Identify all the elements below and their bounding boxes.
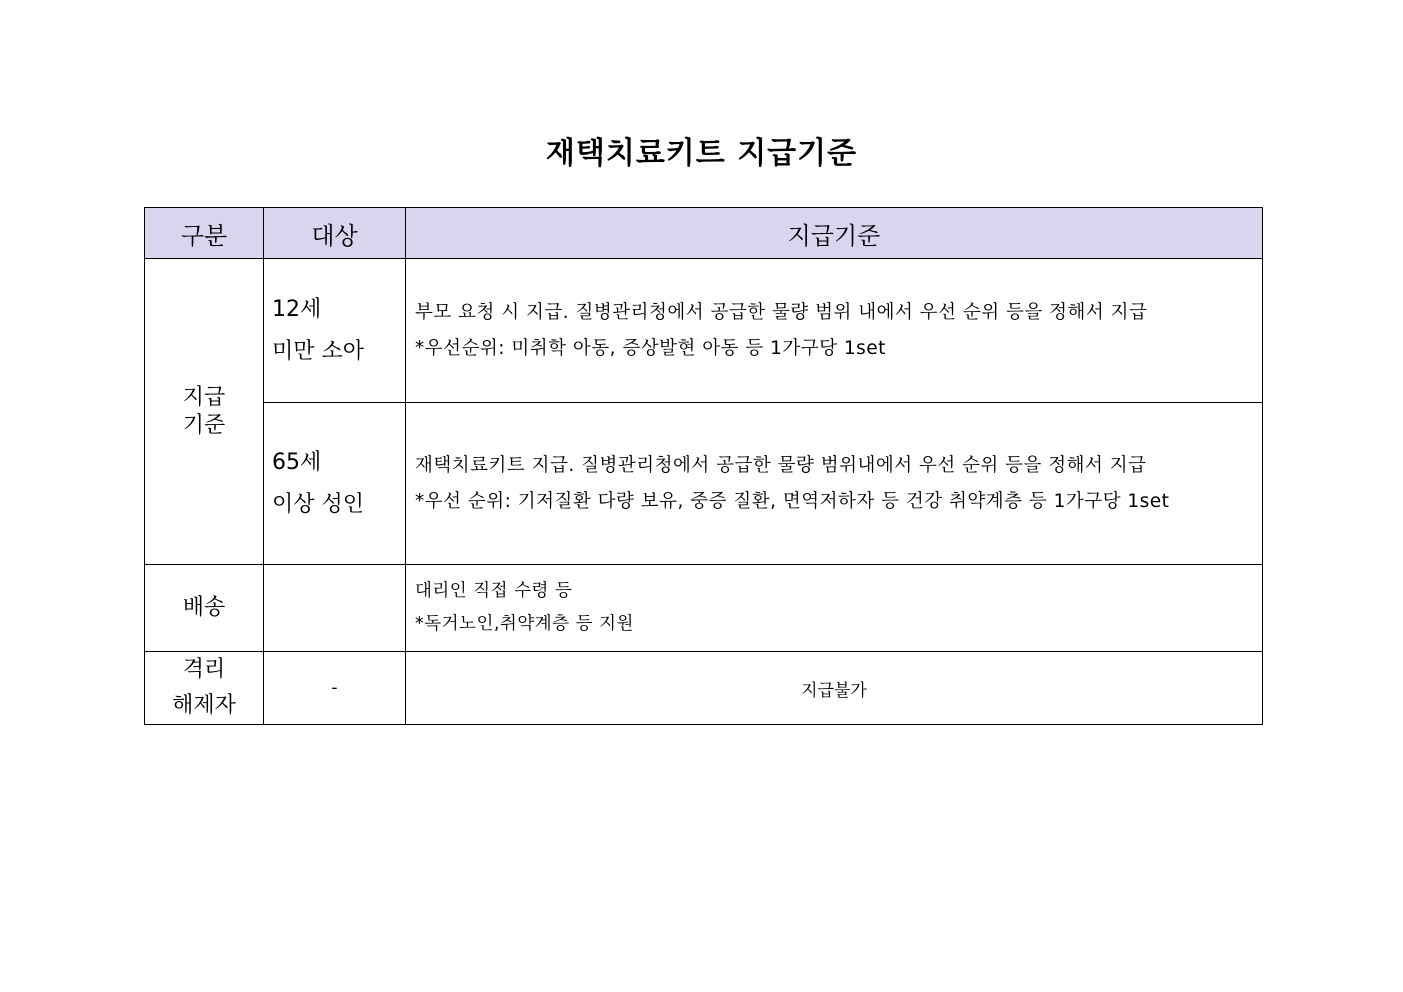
category-label-line1: 지급	[182, 384, 226, 410]
document-title: 재택치료키트 지급기준	[545, 136, 858, 171]
category-label-line2: 해제자	[172, 693, 236, 718]
target-label-line2: 미만 소아	[272, 338, 365, 364]
header-row	[145, 208, 1263, 259]
table-row	[145, 259, 1263, 403]
category-cell-released	[145, 652, 264, 725]
criteria-text-line1: 재택치료키트 지급. 질병관리청에서 공급한 물량 범위내에서 우선 순위 등을 정해서 지급	[415, 454, 1147, 476]
criteria-text-line1: 부모 요청 시 지급. 질병관리청에서 공급한 물량 범위 내에서 우선 순위 등을 정해서 지급	[415, 301, 1148, 323]
category-cell-criteria	[145, 259, 264, 565]
target-cell-delivery	[264, 565, 406, 652]
criteria-cell-delivery	[406, 565, 1263, 652]
header-category: 구분	[145, 208, 264, 259]
target-cell-children	[264, 259, 406, 403]
target-label-line1: 12세	[272, 296, 322, 322]
target-cell-seniors	[264, 403, 406, 565]
criteria-cell-children	[406, 259, 1263, 403]
header-criteria: 지급기준	[406, 208, 1263, 259]
table-row	[145, 565, 1263, 652]
target-label-line2: 이상 성인	[272, 491, 365, 517]
criteria-text-line2: *우선순위: 미취학 아동, 증상발현 아동 등 1가구당 1set	[415, 337, 886, 359]
target-label-line1: 65세	[272, 449, 322, 475]
category-cell-delivery: 배송	[145, 565, 264, 652]
category-label-line2: 기준	[182, 412, 226, 438]
table-row	[145, 652, 1263, 725]
category-label-line1: 격리	[182, 657, 226, 682]
criteria-cell-seniors	[406, 403, 1263, 565]
criteria-cell-released: 지급불가	[406, 652, 1263, 725]
table-row	[145, 403, 1263, 565]
criteria-text-line2: *우선 순위: 기저질환 다량 보유, 중증 질환, 면역저하자 등 건강 취약계층 등 1가구당 1set	[415, 490, 1170, 512]
criteria-table	[144, 207, 1263, 725]
criteria-text-line1: 대리인 직접 수령 등	[415, 581, 573, 601]
criteria-text-line2: *독거노인,취약계층 등 지원	[415, 614, 634, 634]
header-target: 대상	[264, 208, 406, 259]
target-cell-released: -	[264, 652, 406, 725]
